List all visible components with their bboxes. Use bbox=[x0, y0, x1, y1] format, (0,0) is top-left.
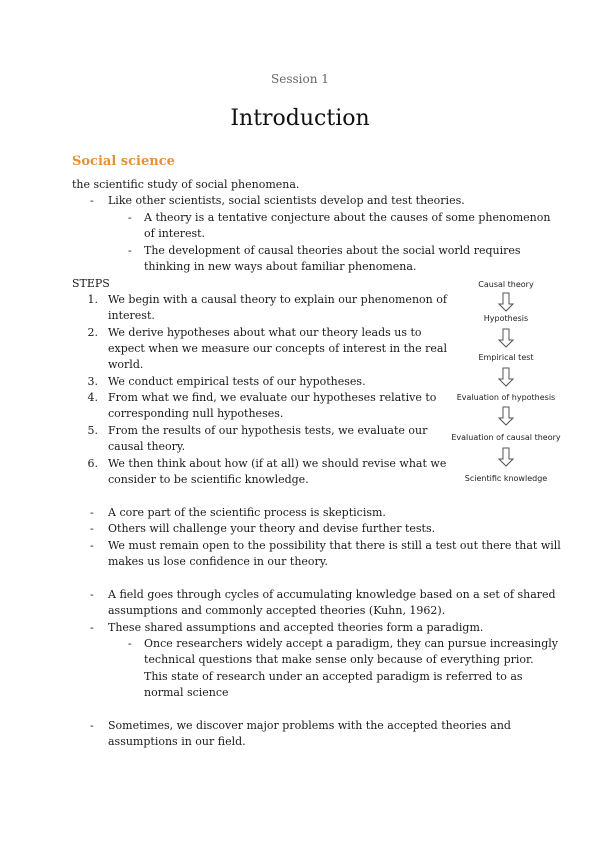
dash-marker: - bbox=[90, 539, 94, 552]
flow-node-empirical-test: Empirical test bbox=[478, 353, 534, 362]
flow-node-hypothesis: Hypothesis bbox=[483, 314, 529, 323]
session-label: Session 1 bbox=[271, 72, 329, 86]
step-line: We then think about how (if at all) we should revise what we bbox=[108, 457, 447, 470]
sub-bullet-line: This state of research under an accepted paradigm is referred to as bbox=[144, 670, 523, 683]
dash-marker: - bbox=[90, 194, 94, 207]
bullet-text: assumptions and commonly accepted theories (Kuhn, 1962). bbox=[108, 604, 446, 617]
down-arrow-icon bbox=[498, 292, 514, 312]
step-number: 4. bbox=[87, 391, 98, 404]
step-line: We conduct empirical tests of our hypotheses. bbox=[108, 375, 366, 388]
step-line: We begin with a causal theory to explain our phenomenon of bbox=[108, 293, 447, 306]
dash-marker: - bbox=[128, 244, 132, 257]
dash-marker: - bbox=[128, 211, 132, 224]
step-number: 6. bbox=[87, 457, 98, 470]
down-arrow-icon bbox=[498, 328, 514, 348]
flow-node-scientific-knowledge: Scientific knowledge bbox=[464, 474, 548, 483]
bullet-text: Others will challenge your theory and devise further tests. bbox=[108, 522, 436, 535]
dash-marker: - bbox=[90, 506, 94, 519]
section-heading: Social science bbox=[72, 154, 175, 169]
steps-label: STEPS bbox=[72, 277, 110, 290]
dash-marker: - bbox=[90, 588, 94, 601]
step-line: consider to be scientific knowledge. bbox=[108, 473, 309, 486]
step-number: 5. bbox=[87, 424, 98, 437]
flow-node-evaluation-of-causal-theory: Evaluation of causal theory bbox=[451, 433, 561, 442]
flow-node-evaluation-of-hypothesis: Evaluation of hypothesis bbox=[456, 393, 556, 402]
bullet-text: A field goes through cycles of accumulating knowledge based on a set of shared bbox=[108, 588, 556, 601]
step-number: 3. bbox=[87, 375, 98, 388]
step-line: causal theory. bbox=[108, 440, 186, 453]
sub-bullet-line: A theory is a tentative conjecture about the causes of some phenomenon bbox=[144, 211, 551, 224]
bullet-text: makes us lose confidence in our theory. bbox=[108, 555, 329, 568]
flow-node-causal-theory: Causal theory bbox=[478, 280, 534, 289]
definition-text: the scientific study of social phenomena. bbox=[72, 178, 300, 191]
step-line: From the results of our hypothesis tests, we evaluate our bbox=[108, 424, 428, 437]
dash-marker: - bbox=[128, 637, 132, 650]
step-line: From what we find, we evaluate our hypotheses relative to bbox=[108, 391, 437, 404]
step-number: 1. bbox=[87, 293, 98, 306]
bullet-text: assumptions in our field. bbox=[108, 735, 246, 748]
step-line: corresponding null hypotheses. bbox=[108, 407, 284, 420]
step-line: We derive hypotheses about what our theory leads us to bbox=[108, 326, 422, 339]
down-arrow-icon bbox=[498, 367, 514, 387]
sub-bullet-line: thinking in new ways about familiar phenomena. bbox=[144, 260, 417, 273]
sub-bullet-line: of interest. bbox=[144, 227, 206, 240]
dash-marker: - bbox=[90, 621, 94, 634]
bullet-text: A core part of the scientific process is skepticism. bbox=[108, 506, 386, 519]
bullet-text: We must remain open to the possibility that there is still a test out there that will bbox=[108, 539, 561, 552]
step-line: interest. bbox=[108, 309, 155, 322]
dash-marker: - bbox=[90, 719, 94, 732]
step-line: expect when we measure our concepts of interest in the real bbox=[108, 342, 447, 355]
down-arrow-icon bbox=[498, 406, 514, 426]
step-number: 2. bbox=[87, 326, 98, 339]
step-line: world. bbox=[108, 358, 144, 371]
bullet-text: Sometimes, we discover major problems with the accepted theories and bbox=[108, 719, 511, 732]
down-arrow-icon bbox=[498, 447, 514, 467]
sub-bullet-line: normal science bbox=[144, 686, 229, 699]
sub-bullet-line: Once researchers widely accept a paradigm, they can pursue increasingly bbox=[144, 637, 558, 650]
sub-bullet-line: technical questions that make sense only because of everything prior. bbox=[144, 653, 534, 666]
bullet-text: These shared assumptions and accepted theories form a paradigm. bbox=[108, 621, 484, 634]
bullet-text: Like other scientists, social scientists develop and test theories. bbox=[108, 194, 465, 207]
dash-marker: - bbox=[90, 522, 94, 535]
sub-bullet-line: The development of causal theories about the social world requires bbox=[144, 244, 521, 257]
page-title: Introduction bbox=[230, 106, 370, 131]
